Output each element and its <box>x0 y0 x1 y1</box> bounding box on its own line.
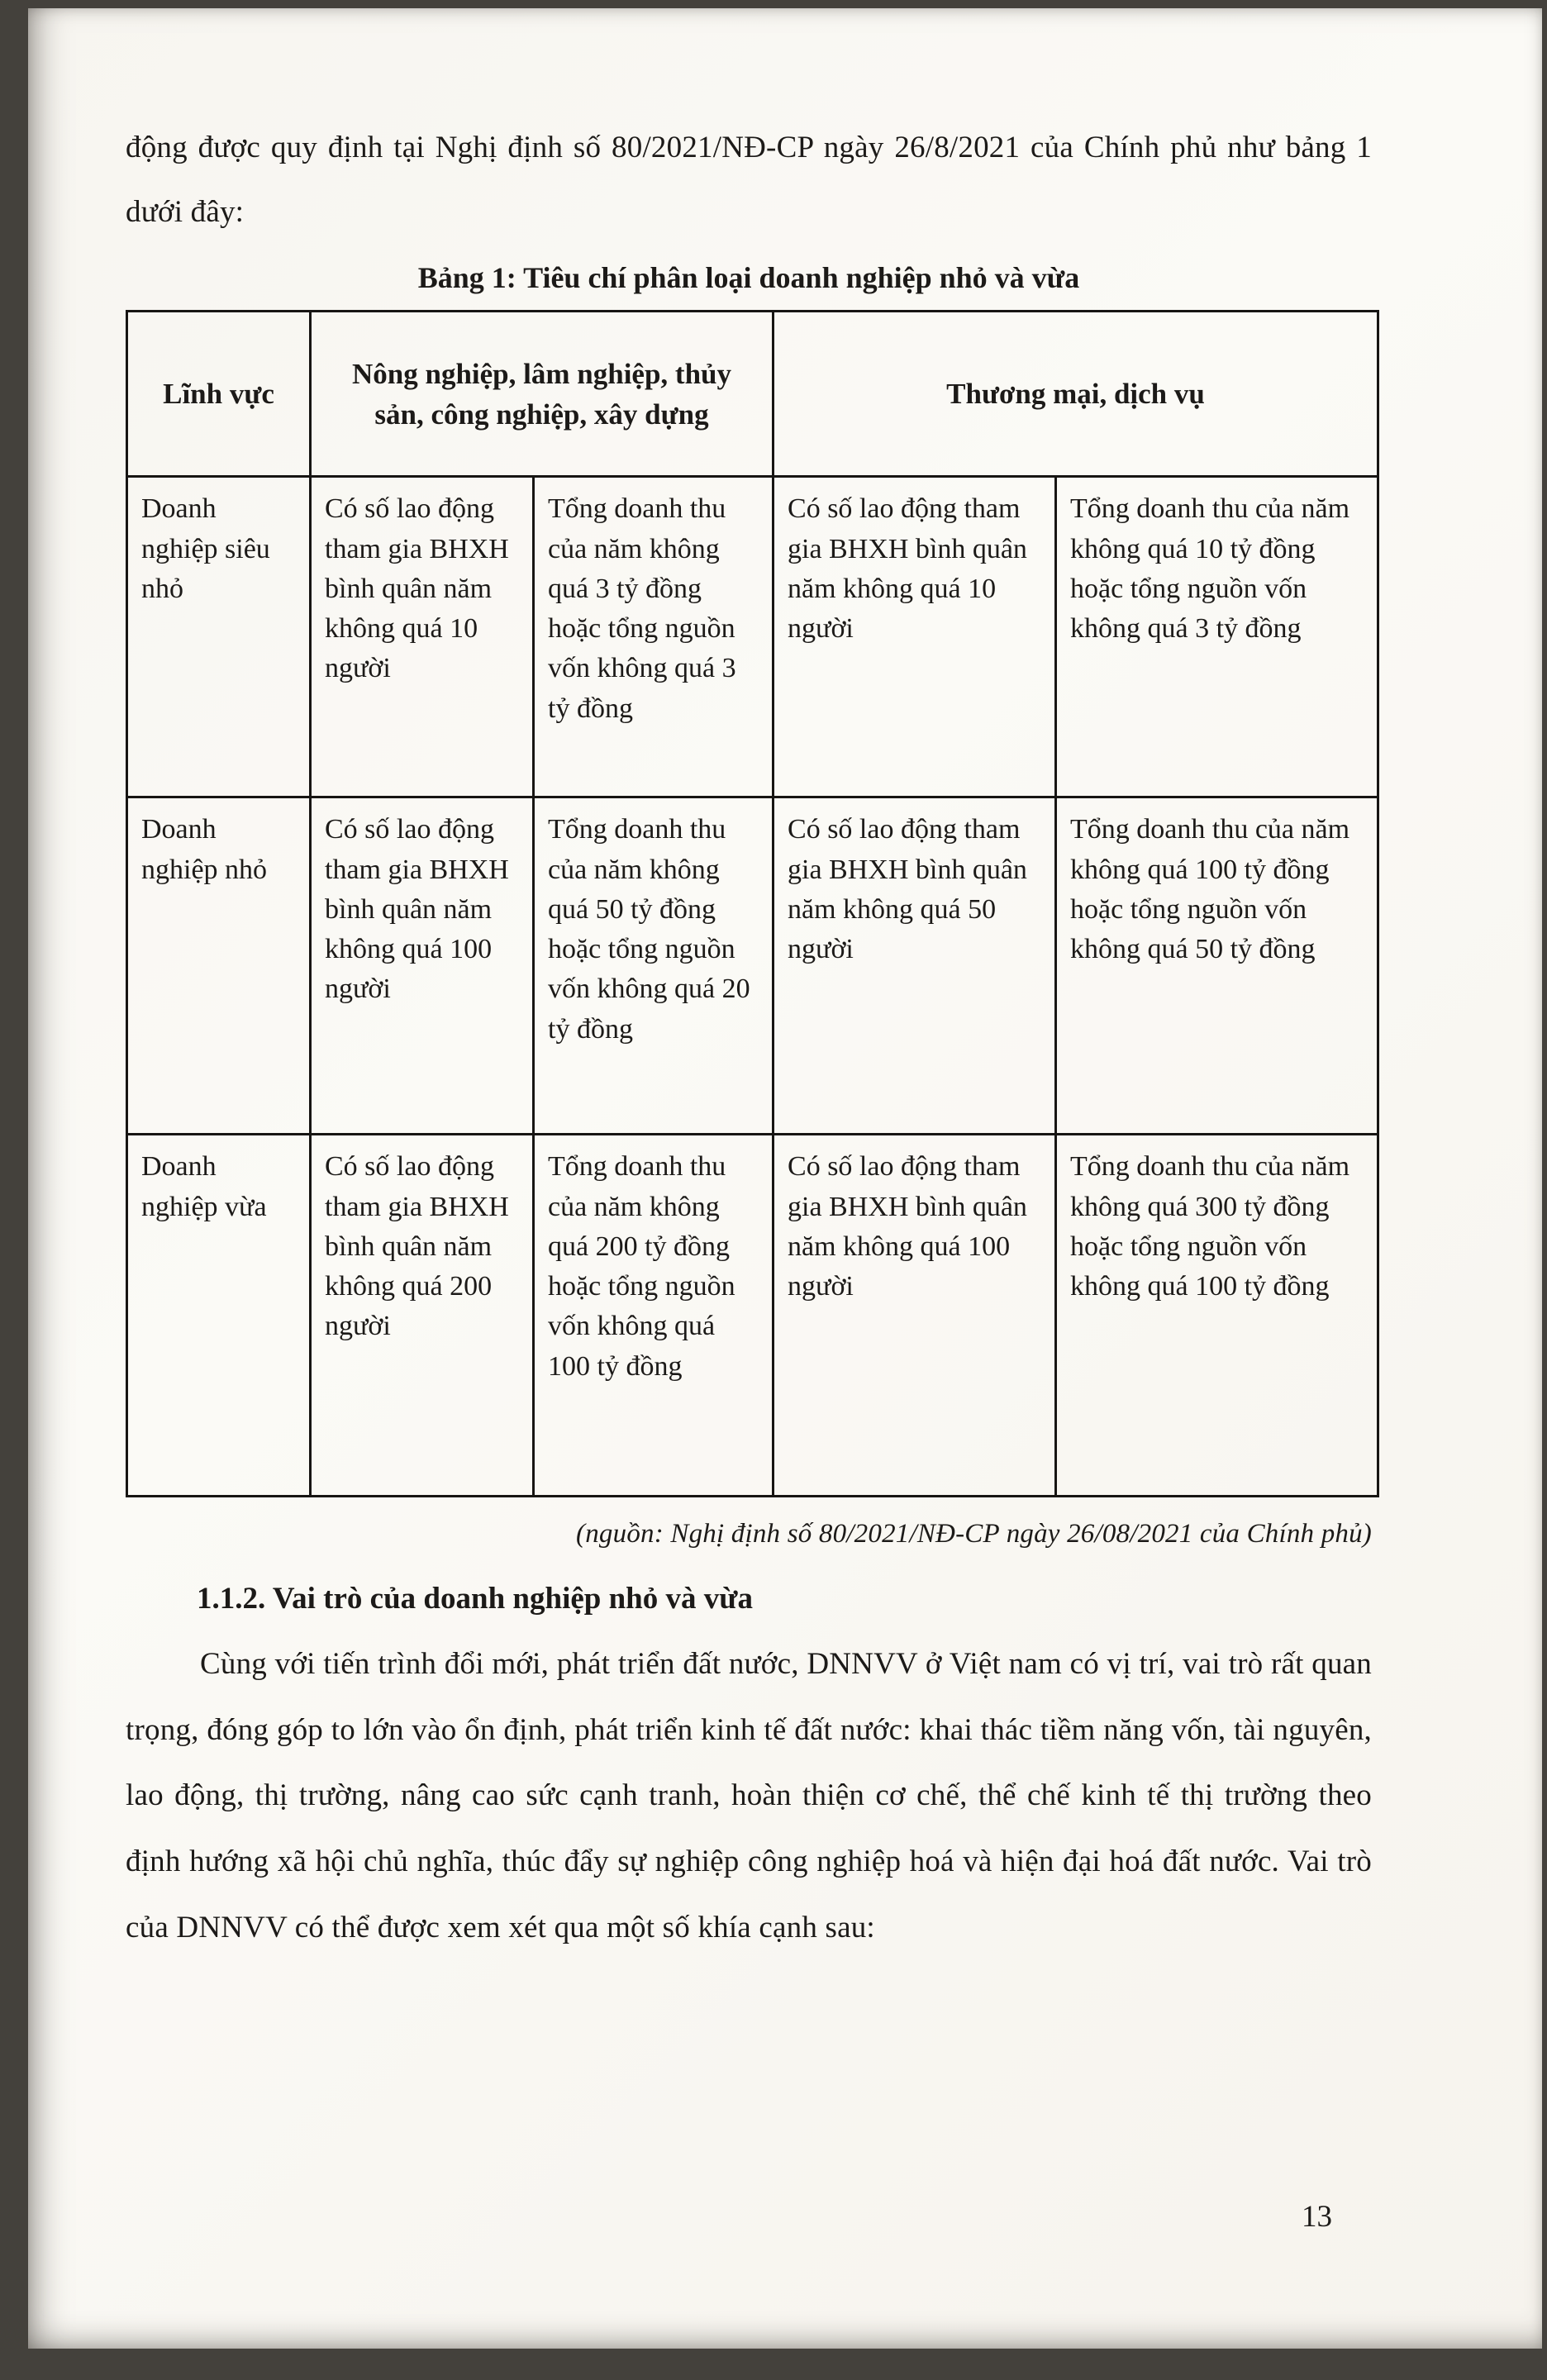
cell-agri-revenue: Tổng doanh thu của năm không quá 50 tỷ đồng hoặc tổng nguồn vốn không quá 20 tỷ đồng <box>534 797 774 1135</box>
table-title: Bảng 1: Tiêu chí phân loại doanh nghiệp nhỏ và vừa <box>417 261 1080 295</box>
cell-commerce-labor: Có số lao động tham gia BHXH bình quân năm không quá 10 người <box>774 477 1056 797</box>
cell-commerce-labor: Có số lao động tham gia BHXH bình quân năm không quá 50 người <box>774 797 1056 1135</box>
table-row-medium-enterprise <box>127 1135 1378 1497</box>
table-source-citation: (nguồn: Nghị định số 80/2021/NĐ-CP ngày 26/08/2021 của Chính phủ) <box>576 1519 1372 1549</box>
cell-category: Doanh nghiệp siêu nhỏ <box>127 477 311 797</box>
table-row-micro-enterprise <box>127 477 1378 797</box>
header-cell-linh-vuc: Lĩnh vực <box>127 312 311 477</box>
page-number: 13 <box>1302 2200 1332 2234</box>
cell-agri-labor: Có số lao động tham gia BHXH bình quân năm không quá 200 người <box>311 1135 534 1497</box>
section-heading: 1.1.2. Vai trò của doanh nghiệp nhỏ và vừa <box>197 1582 753 1616</box>
book-page <box>28 8 1542 2349</box>
cell-agri-revenue: Tổng doanh thu của năm không quá 3 tỷ đồng hoặc tổng nguồn vốn không quá 3 tỷ đồng <box>534 477 774 797</box>
intro-paragraph: động được quy định tại Nghị định số 80/2021/NĐ-CP ngày 26/8/2021 của Chính phủ như bảng 1 dưới đây: <box>126 131 1372 229</box>
sme-classification-table <box>126 310 1379 1497</box>
cell-commerce-revenue: Tổng doanh thu của năm không quá 100 tỷ đồng hoặc tổng nguồn vốn không quá 50 tỷ đồng <box>1056 797 1378 1135</box>
cell-category: Doanh nghiệp vừa <box>127 1135 311 1497</box>
cell-commerce-revenue: Tổng doanh thu của năm không quá 10 tỷ đồng hoặc tổng nguồn vốn không quá 3 tỷ đồng <box>1056 477 1378 797</box>
header-cell-commerce-services: Thương mại, dịch vụ <box>774 312 1378 477</box>
cell-agri-labor: Có số lao động tham gia BHXH bình quân năm không quá 100 người <box>311 797 534 1135</box>
table-row-small-enterprise <box>127 797 1378 1135</box>
body-paragraph: Cùng với tiến trình đổi mới, phát triển đất nước, DNNVV ở Việt nam có vị trí, vai trò rất quan trọng, đóng góp to lớn vào ổn định, phát triển kinh tế đất nước: khai thác tiềm năng vốn, tài nguyên, lao động, thị trường, nâng cao sức cạnh tranh, hoàn thiện cơ chế, thể chế kinh tế thị trường theo định hướng xã hội chủ nghĩa, thúc đẩy sự nghiệp công nghiệp hoá và hiện đại hoá đất nước. Vai trò của DNNVV có thể được xem xét qua một số khía cạnh sau: <box>126 1647 1372 1944</box>
cell-category: Doanh nghiệp nhỏ <box>127 797 311 1135</box>
table-header-row <box>127 312 1378 477</box>
cell-commerce-labor: Có số lao động tham gia BHXH bình quân năm không quá 100 người <box>774 1135 1056 1497</box>
cell-agri-revenue: Tổng doanh thu của năm không quá 200 tỷ đồng hoặc tổng nguồn vốn không quá 100 tỷ đồng <box>534 1135 774 1497</box>
cell-commerce-revenue: Tổng doanh thu của năm không quá 300 tỷ đồng hoặc tổng nguồn vốn không quá 100 tỷ đồng <box>1056 1135 1378 1497</box>
cell-agri-labor: Có số lao động tham gia BHXH bình quân năm không quá 10 người <box>311 477 534 797</box>
header-cell-agriculture-industry: Nông nghiệp, lâm nghiệp, thủy sản, công nghiệp, xây dựng <box>311 312 774 477</box>
